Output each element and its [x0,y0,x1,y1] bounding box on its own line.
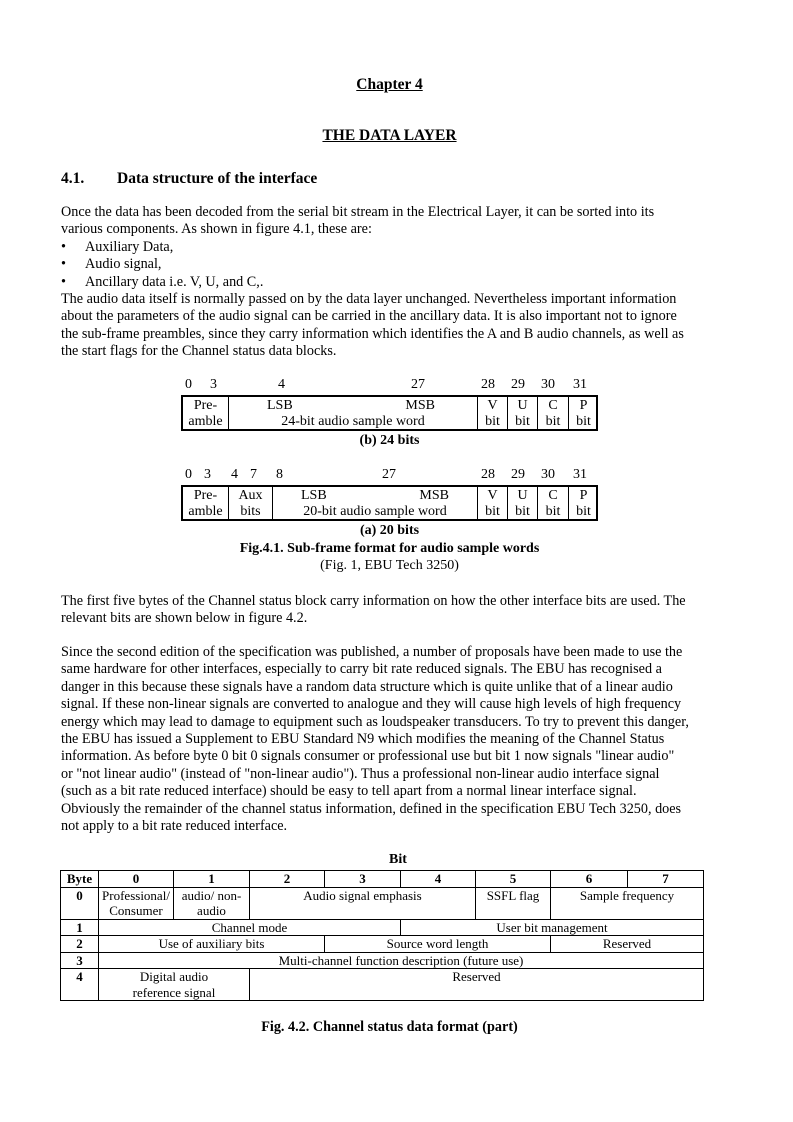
table-header-row: Byte 0 1 2 3 4 5 6 7 [61,871,704,888]
subfigure-caption: (b) 24 bits [359,433,420,448]
subframe-diagram-24bit [181,377,598,448]
subframe-diagram-20bit [181,467,598,538]
section-title: Data structure of the interface [117,170,318,187]
figure-caption: Fig.4.1. Sub-frame format for audio sample words [239,541,540,556]
aux-bits-cell: Aux bits [229,487,273,519]
bit-ticks: 0 3 4 27 28 29 30 31 [185,377,587,392]
subframe-box [181,395,598,431]
v-bit-cell: V bit [478,397,508,429]
c-bit-cell: C bit [538,487,569,519]
list-item: • Auxiliary Data, [61,238,174,255]
para2-line: The audio data itself is normally passed on by the data layer unchanged. Nevertheless important information [61,291,677,308]
list-item: • Audio signal, [61,256,162,273]
audio-word-cell: LSB MSB 20-bit audio sample word [273,487,478,519]
figure-caption: Fig. 4.2. Channel status data format (part) [261,1019,518,1035]
intro-paragraph [61,204,726,361]
subframe-box [181,485,598,521]
section-number: 4.1. [61,170,85,187]
table-row: 4 Digital audio reference signal Reserved [61,969,704,1001]
figure-source: (Fig. 1, EBU Tech 3250) [320,558,459,573]
u-bit-cell: U bit [508,397,538,429]
paragraph: Since the second edition of the specification was published, a number of proposals have been made to use the same hardware for other interfaces, especially to carry bit rate reduced signals. The EBU has recognised a danger in this because these signals have a random data structure which is quite unlike that of a linear audio signal. If these non-linear signals are converted to analogue and they will cause high levels of high frequency energy which may lead to damage to equipment such as loudspeaker transducers. To try to prevent this danger, the EBU has issued a Supplement to EBU Standard N9 which modifies the meaning of the Channel Status information. As before byte 0 bit 0 signals consumer or professional use but bit 1 now signals "linear audio" or "not linear audio" (instead of "non-linear audio"). Thus a professional non-linear audio interface signal (such as a bit rate reduced interface) should be easy to tell apart from a normal linear interface signal. Obviously the remainder of the channel status information, defined in the specification EBU Tech 3250, does not apply to a bit rate reduced interface. [61,644,689,835]
p-bit-cell: P bit [576,398,591,429]
intro-line: Once the data has been decoded from the serial bit stream in the Electrical Layer, it can be sorted into its [61,204,655,220]
bit-ticks: 0 3 4 7 8 27 28 29 30 31 [185,467,587,482]
intro-line: various components. As shown in figure 4.1, these are: [61,221,372,238]
preamble-cell: Pre- amble [183,397,229,429]
preamble-cell: Pre- amble [183,487,229,519]
v-bit-cell: V bit [478,487,508,519]
subfigure-caption: (a) 20 bits [359,523,420,538]
para2-line: the sub-frame preambles, since they carry information which identifies the A and B audio channels, as well as [61,325,684,342]
table-row: 3 Multi-channel function description (future use) [61,952,704,969]
table-row: 1 Channel mode User bit management [61,919,704,936]
list-item: • Ancillary data i.e. V, U, and C,. [61,273,264,290]
component-list [61,239,726,291]
audio-word-cell: LSB MSB 24-bit audio sample word [229,397,478,429]
bit-axis-label: Bit [389,852,407,867]
para2-line: about the parameters of the audio signal can be carried in the ancillary data. It is also important not to ignore [61,308,677,325]
u-bit-cell: U bit [508,487,538,519]
chapter-heading: Chapter 4 [356,76,423,93]
c-bit-cell: C bit [538,397,569,429]
bullet-icon: • [61,238,66,255]
table-row: 2 Use of auxiliary bits Source word length Reserved [61,936,704,953]
page-title: THE DATA LAYER [322,127,457,144]
bullet-icon: • [61,256,66,273]
para2-line: the start flags for the Channel status data blocks. [61,343,337,360]
bullet-icon: • [61,273,66,290]
table-row: 0 Professional/ Consumer audio/ non-audio Audio signal emphasis SSFL flag Sample frequency [61,887,704,919]
paragraph: The first five bytes of the Channel status block carry information on how the other interface bits are used. The relevant bits are shown below in figure 4.2. [61,593,686,627]
p-bit-cell: P bit [576,488,591,519]
channel-status-table [60,870,704,1001]
